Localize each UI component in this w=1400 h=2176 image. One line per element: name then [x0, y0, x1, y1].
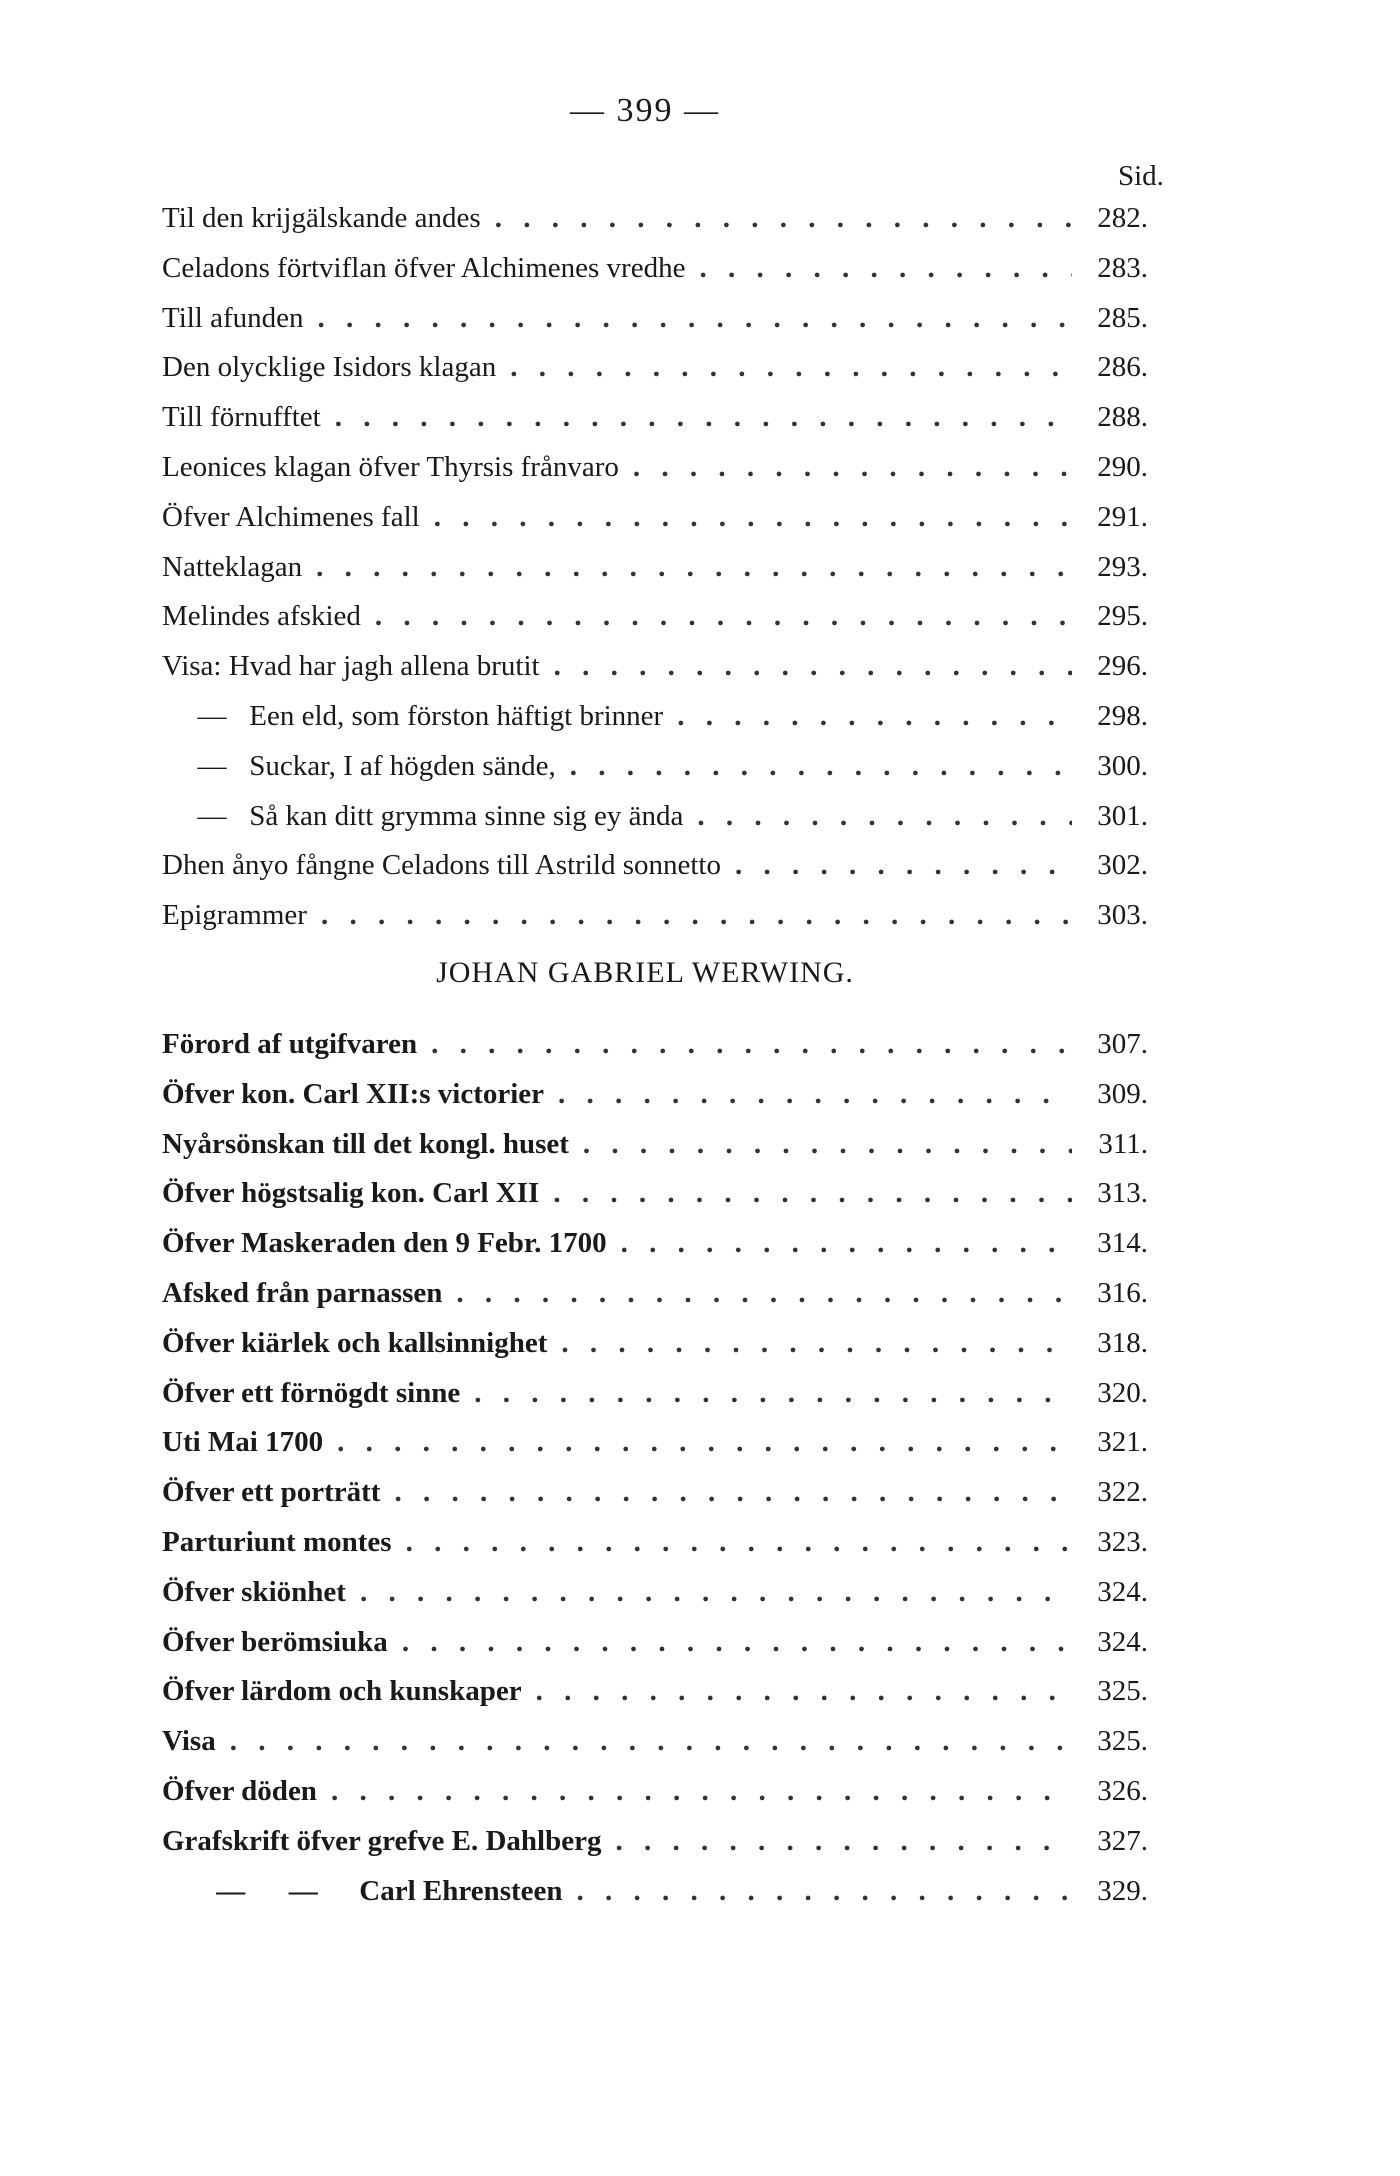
ditto-dash: — [197, 749, 227, 782]
toc-entry-title [162, 1070, 544, 1120]
dot-leader [633, 443, 1072, 493]
toc-entry [162, 891, 1148, 941]
toc-entry [162, 742, 1148, 792]
toc-entry-title [162, 1418, 323, 1468]
dot-leader [316, 543, 1072, 593]
toc-entry-page: 323. [1097, 1525, 1148, 1558]
toc-entry-text: Celadons förtviflan öfver Alchimenes vredhe [162, 251, 686, 284]
toc-entry-title [162, 1169, 539, 1219]
toc-entry-page: 291. [1097, 500, 1148, 533]
dot-leader [474, 1369, 1072, 1419]
toc-entry-page: 283. [1097, 251, 1148, 284]
toc-entry-text: Suckar, I af högden sände, [249, 749, 556, 782]
toc-entry [162, 1020, 1148, 1070]
toc-entry-text: Öfver lärdom och kunskaper [162, 1675, 522, 1708]
ditto-dash: — [197, 799, 227, 832]
toc-entry-page: 285. [1097, 301, 1148, 334]
toc-entry-page: 282. [1097, 202, 1148, 234]
ditto-dash: — [197, 699, 227, 732]
toc-entry-page: 327. [1097, 1824, 1148, 1857]
toc-entry-text: Öfver Maskeraden den 9 Febr. 1700 [162, 1227, 607, 1260]
page-column-label: Sid. [1118, 160, 1164, 192]
toc-entry-page: 302. [1097, 849, 1148, 882]
toc-entry-text: Den olycklige Isidors klagan [162, 351, 497, 384]
toc-entry-text: Öfver skiönhet [162, 1575, 346, 1608]
toc-entry-page: 324. [1097, 1625, 1148, 1658]
toc-entry [162, 1369, 1148, 1419]
toc-entry [162, 841, 1148, 891]
toc-entry-text: Uti Mai 1700 [162, 1426, 324, 1459]
toc-entry-text: Till afunden [162, 301, 304, 334]
dot-leader [495, 194, 1072, 244]
toc-entry [162, 294, 1148, 344]
toc-entry-title [162, 1618, 388, 1668]
dot-leader [677, 692, 1072, 742]
toc-entry-page: 326. [1097, 1774, 1148, 1807]
toc-entry [162, 792, 1148, 842]
dot-leader [456, 1269, 1072, 1319]
toc-entry-title [162, 1767, 317, 1817]
toc-entry [162, 443, 1148, 493]
dot-leader [318, 294, 1072, 344]
toc-list-first [162, 194, 1148, 941]
toc-entry [162, 393, 1148, 443]
toc-entry-page: 303. [1097, 899, 1148, 932]
toc-entry-title [162, 1369, 460, 1419]
dot-leader [375, 592, 1072, 642]
toc-entry-title [162, 443, 619, 493]
toc-entry-title [162, 1219, 607, 1269]
toc-entry-text: Öfver kiärlek och kallsinnighet [162, 1326, 548, 1359]
dot-leader [230, 1717, 1072, 1767]
toc-entry-page: 293. [1097, 550, 1148, 583]
toc-entry-title [162, 343, 496, 393]
section-heading: JOHAN GABRIEL WERWING. [436, 956, 854, 989]
toc-entry-title [162, 1667, 522, 1717]
toc-entry-text: Afsked från parnassen [162, 1276, 443, 1309]
dot-leader [434, 493, 1072, 543]
toc-entry-title [162, 1319, 547, 1369]
toc-entry-page: 325. [1097, 1675, 1148, 1708]
toc-entry-title [162, 841, 721, 891]
dot-leader [402, 1618, 1072, 1668]
toc-entry-title [162, 1518, 392, 1568]
toc-entry [162, 343, 1148, 393]
toc-entry-text: Nyårsönskan till det kongl. huset [162, 1127, 569, 1160]
toc-entry [162, 642, 1148, 692]
toc-entry [162, 1269, 1148, 1319]
toc-entry-text: Så kan ditt grymma sinne sig ey ända [249, 799, 684, 832]
toc-entry-title [162, 642, 540, 692]
toc-entry-text: Leonices klagan öfver Thyrsis frånvaro [162, 450, 619, 483]
toc-entry [162, 692, 1148, 742]
toc-entry-text: Öfver ett förnögdt sinne [162, 1376, 461, 1409]
dot-leader [406, 1518, 1072, 1568]
toc-list-second [162, 1020, 1148, 1916]
toc-entry [162, 1418, 1148, 1468]
toc-entry-page: 296. [1097, 650, 1148, 683]
page-number: — 399 — [570, 92, 720, 129]
dot-leader [553, 1169, 1072, 1219]
toc-entry-title [162, 1717, 216, 1767]
toc-entry [162, 1618, 1148, 1668]
toc-entry-page: 324. [1097, 1575, 1148, 1608]
toc-entry-text: Dhen ånyo fångne Celadons till Astrild sonnetto [162, 849, 721, 882]
dot-leader [321, 891, 1072, 941]
toc-entry-text: Epigrammer [162, 899, 307, 932]
dot-leader [735, 841, 1072, 891]
toc-entry [162, 194, 1148, 244]
toc-entry-page: 313. [1097, 1177, 1148, 1210]
dot-leader [554, 642, 1072, 692]
toc-entry-text: Til den krijgälskande andes [162, 202, 481, 234]
dot-leader [394, 1468, 1072, 1518]
toc-entry [162, 1568, 1148, 1618]
toc-entry-title [162, 244, 685, 294]
toc-entry-page: 307. [1097, 1028, 1148, 1060]
ditto-dash: — — [216, 1874, 318, 1907]
toc-entry-text: Öfver döden [162, 1774, 317, 1807]
toc-entry [162, 1518, 1148, 1568]
dot-leader [570, 742, 1072, 792]
toc-entry-page: 318. [1097, 1326, 1148, 1359]
toc-entry-text: Visa: Hvad har jagh allena brutit [162, 650, 540, 683]
toc-entry-page: 314. [1097, 1227, 1148, 1260]
toc-entry-title [182, 692, 663, 742]
dot-leader [337, 1418, 1072, 1468]
toc-entry-title [162, 592, 361, 642]
dot-leader [558, 1070, 1072, 1120]
toc-entry-text: Öfver kon. Carl XII:s victorier [162, 1077, 545, 1110]
toc-entry-title [182, 1867, 563, 1917]
toc-entry-page: 288. [1097, 401, 1148, 434]
dot-leader [583, 1120, 1072, 1170]
toc-entry [162, 1717, 1148, 1767]
toc-entry-title [162, 1020, 417, 1070]
dot-leader [697, 792, 1072, 842]
toc-entry-page: 298. [1097, 699, 1148, 732]
dot-leader [621, 1219, 1072, 1269]
toc-entry-title [162, 543, 302, 593]
toc-entry-page: 316. [1097, 1276, 1148, 1309]
toc-entry-text: Carl Ehrensteen [359, 1874, 563, 1907]
toc-entry-title [162, 1568, 346, 1618]
toc-entry [162, 1667, 1148, 1717]
toc-entry-text: Een eld, som förston häftigt brinner [249, 699, 664, 732]
dot-leader [536, 1667, 1072, 1717]
toc-entry-title [162, 1120, 569, 1170]
toc-entry-title [162, 194, 481, 244]
dot-leader [360, 1568, 1072, 1618]
dot-leader [577, 1867, 1072, 1917]
toc-entry-text: Öfver högstsalig kon. Carl XII [162, 1177, 540, 1210]
dot-leader [431, 1020, 1072, 1070]
toc-entry-page: 321. [1097, 1426, 1148, 1459]
toc-entry-title [162, 891, 307, 941]
toc-entry-title [162, 1817, 601, 1867]
toc-entry [162, 1468, 1148, 1518]
toc-entry-page: 329. [1097, 1874, 1148, 1907]
toc-entry-page: 295. [1097, 600, 1148, 633]
toc-entry-title [162, 1468, 380, 1518]
toc-entry-text: Förord af utgifvaren [162, 1028, 418, 1060]
toc-entry-page: 322. [1097, 1476, 1148, 1509]
dot-leader [331, 1767, 1072, 1817]
toc-entry [162, 592, 1148, 642]
toc-entry-text: Visa [162, 1725, 216, 1758]
toc-entry-text: Öfver Alchimenes fall [162, 500, 420, 533]
dot-leader [510, 343, 1072, 393]
toc-entry-text: Melindes afskied [162, 600, 361, 633]
toc-entry-title [162, 493, 420, 543]
toc-entry-page: 325. [1097, 1725, 1148, 1758]
toc-entry [162, 1817, 1148, 1867]
toc-entry [162, 1070, 1148, 1120]
toc-entry-page: 286. [1097, 351, 1148, 384]
toc-entry [162, 1319, 1148, 1369]
toc-entry-text: Grafskrift öfver grefve E. Dahlberg [162, 1824, 602, 1857]
toc-entry-page: 301. [1097, 799, 1148, 832]
toc-entry [162, 1219, 1148, 1269]
toc-entry-title [182, 792, 683, 842]
toc-entry-text: Natteklagan [162, 550, 303, 583]
toc-entry [162, 1169, 1148, 1219]
toc-entry [162, 1767, 1148, 1817]
toc-entry-text: Öfver berömsiuka [162, 1625, 388, 1658]
toc-entry-text: Parturiunt montes [162, 1525, 392, 1558]
toc-entry [162, 244, 1148, 294]
toc-entry-page: 311. [1098, 1127, 1148, 1160]
toc-entry-text: Till förnufftet [162, 401, 321, 434]
dot-leader [699, 244, 1072, 294]
toc-entry-text: Öfver ett porträtt [162, 1476, 381, 1509]
toc-entry-title [162, 294, 304, 344]
dot-leader [615, 1817, 1072, 1867]
dot-leader [335, 393, 1072, 443]
toc-entry [162, 543, 1148, 593]
toc-entry-page: 290. [1097, 450, 1148, 483]
toc-entry [162, 493, 1148, 543]
toc-entry-title [162, 1269, 442, 1319]
toc-entry-page: 309. [1097, 1077, 1148, 1110]
toc-entry-page: 300. [1097, 749, 1148, 782]
dot-leader [561, 1319, 1072, 1369]
toc-entry [162, 1120, 1148, 1170]
toc-entry-title [162, 393, 321, 443]
toc-entry [162, 1867, 1148, 1917]
toc-entry-title [182, 742, 556, 792]
toc-entry-page: 320. [1097, 1376, 1148, 1409]
